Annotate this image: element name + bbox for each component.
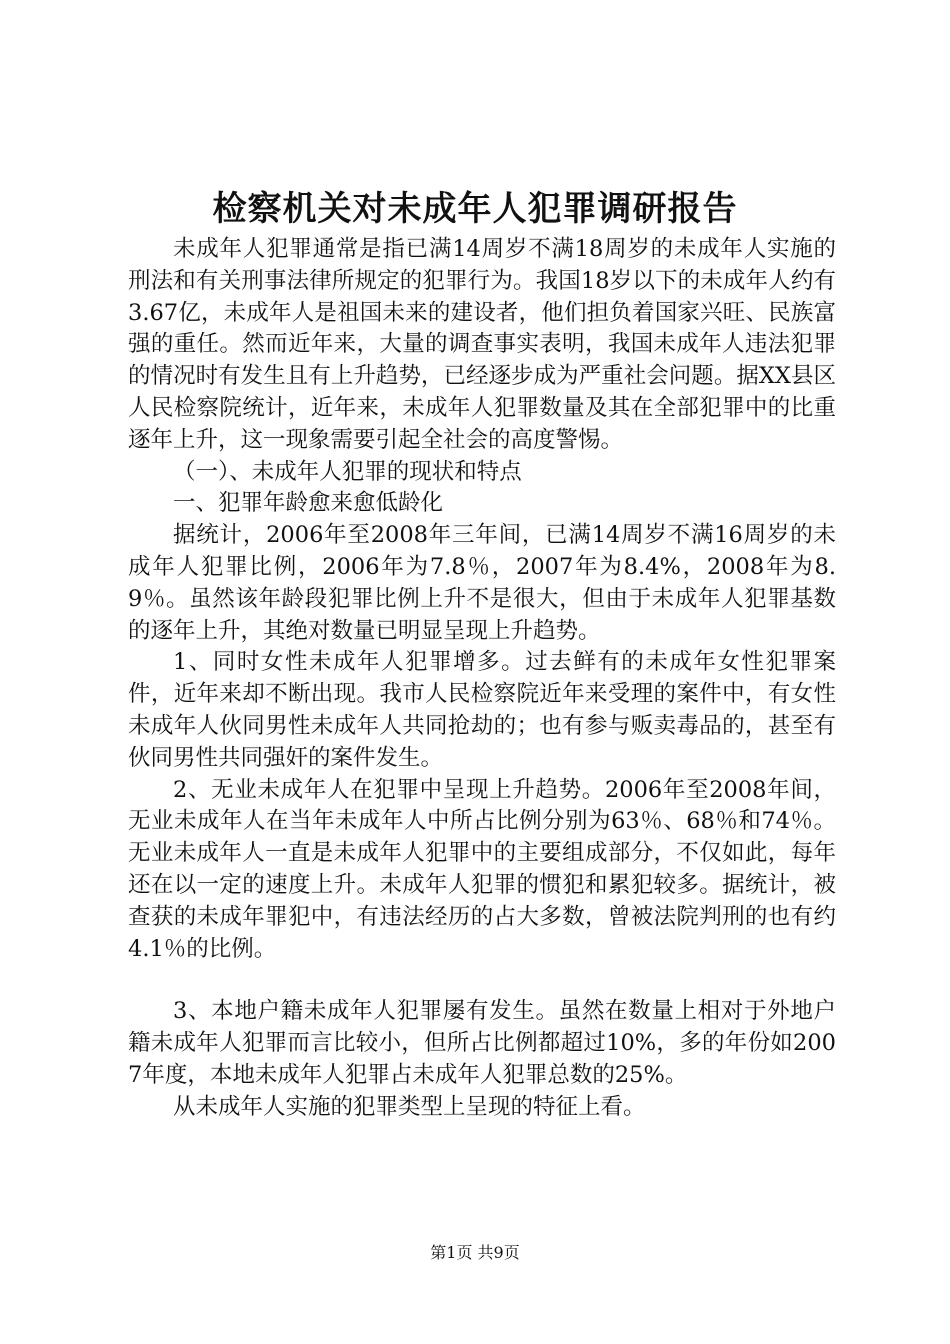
subsection-heading: 一、犯罪年龄愈来愈低龄化 <box>173 490 444 517</box>
closing-paragraph: 从未成年人实施的犯罪类型上呈现的特征上看。 <box>173 1093 646 1120</box>
point-2-paragraph: 2、无业未成年人在犯罪中呈现上升趋势。2006年至2008年间，无业未成年人在当年未成年人中所占比例分别为63％、68％和74％。无业未成年人一直是未成年人犯罪中的主要组成部分，不仅如此，每年还在以一定的速度上升。未成年人犯罪的惯犯和累犯较多。据统计，被查获的未成年罪犯中，有违法经历的占大多数，曾被法院判刑的也有约4.1％的比例。 <box>128 776 836 962</box>
intro-paragraph: 未成年人犯罪通常是指已满14周岁不满18周岁的未成年人实施的刑法和有关刑事法律所规定的犯罪行为。我国18岁以下的未成年人约有3.67亿，未成年人是祖国未来的建设者，他们担负着国家兴旺、民族富强的重任。然而近年来，大量的调查事实表明，我国未成年人违法犯罪的情况时有发生且有上升趋势，已经逐步成为严重社会问题。据XX县区人民检察院统计，近年来，未成年人犯罪数量及其在全部犯罪中的比重逐年上升，这一现象需要引起全社会的高度警惕。 <box>128 236 836 453</box>
point-3-paragraph: 3、本地户籍未成年人犯罪屡有发生。虽然在数量上相对于外地户籍未成年人犯罪而言比较小，但所占比例都超过10%，多的年份如2007年度，本地未成年人犯罪占未成年人犯罪总数的25%。 <box>128 998 836 1088</box>
page-footer: 第1页 共9页 <box>430 1243 520 1262</box>
document-body <box>128 234 836 1124</box>
point-1-paragraph: 1、同时女性未成年人犯罪增多。过去鲜有的未成年女性犯罪案件，近年来却不断出现。我市人民检察院近年来受理的案件中，有女性未成年人伙同男性未成年人共同抢劫的；也有参与贩卖毒品的，甚至有伙同男性共同强奸的案件发生。 <box>128 649 836 771</box>
document-title: 检察机关对未成年人犯罪调研报告 <box>212 189 738 229</box>
statistics-paragraph: 据统计，2006年至2008年三年间，已满14周岁不满16周岁的未成年人犯罪比例，2006年为7.8％，2007年为8.4%，2008年为8.9％。虽然该年龄段犯罪比例上升不是很大，但由于未成年人犯罪基数的逐年上升，其绝对数量已明显呈现上升趋势。 <box>128 522 836 644</box>
section-heading: （一）、未成年人犯罪的现状和特点 <box>173 458 522 485</box>
